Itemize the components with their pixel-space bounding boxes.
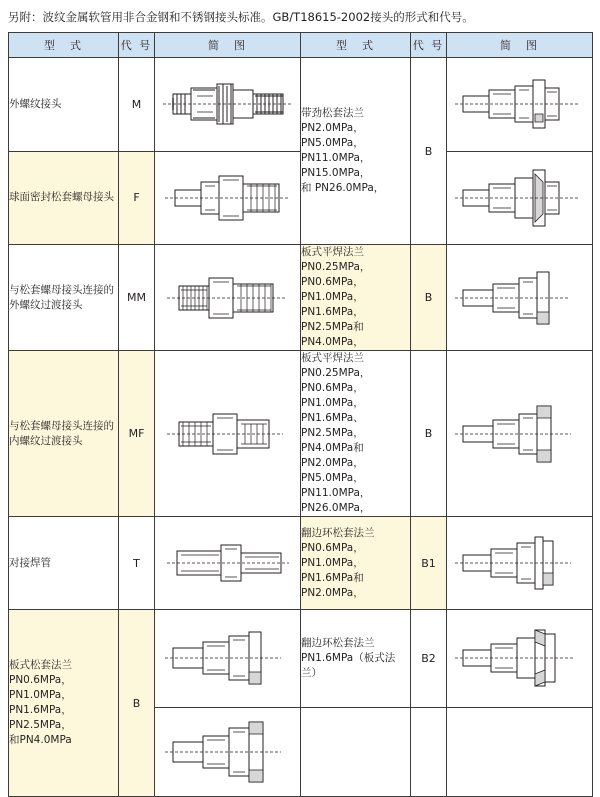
coupling-types-table	[8, 32, 593, 797]
code-cell: B	[411, 245, 447, 351]
figure-cell-female-transition-adapter	[155, 351, 301, 517]
figure-cell-lapped-ring-flange-2	[447, 610, 593, 708]
figure-cell-butt-weld-pipe	[155, 517, 301, 610]
type-cell: 对接焊管	[9, 517, 119, 610]
figure-cell-plate-slip-on-flange	[447, 245, 593, 351]
table-row	[9, 351, 593, 517]
type-cell: 外螺纹接头	[9, 58, 119, 152]
figure-cell-male-thread-coupling	[155, 58, 301, 152]
ribbed-lap-joint-flange-icon	[449, 62, 591, 146]
code-cell: B	[411, 351, 447, 517]
figure-cell-plate-lap-joint-flange	[155, 610, 301, 708]
type-cell: 与松套螺母接头连接的内螺纹过渡接头	[9, 351, 119, 517]
code-cell: MF	[119, 351, 155, 517]
code-cell: B2	[411, 610, 447, 708]
type-cell: 板式平焊法兰 PN0.25MPa，PN0.6MPa， PN1.0MPa，PN1.6MPa， PN2.5MPa和PN4.0MPa，	[301, 245, 411, 351]
male-thread-coupling-icon	[157, 62, 299, 146]
page-caption: 另附：波纹金属软管用非合金钢和不锈钢接头标准。GB/T18615-2002接头的形式和代号。	[8, 10, 474, 24]
lapped-ring-flange-icon	[449, 521, 591, 605]
plate-lap-joint-flange-icon	[157, 616, 299, 700]
type-cell: 与松套螺母接头连接的外螺纹过渡接头	[9, 245, 119, 351]
code-cell: MM	[119, 245, 155, 351]
header-code-left: 代 号	[119, 33, 155, 58]
figure-cell-ribbed-lap-joint-flange	[447, 58, 593, 152]
figure-cell-empty	[447, 707, 593, 796]
type-cell-empty	[301, 707, 411, 796]
lapped-ring-flange-icon	[449, 616, 591, 700]
type-cell: 球面密封松套螺母接头	[9, 151, 119, 245]
code-cell: T	[119, 517, 155, 610]
header-figure-left: 简 图	[155, 33, 301, 58]
table-row	[9, 58, 593, 152]
ribbed-lap-joint-flange-icon	[449, 156, 591, 240]
type-cell: 板式平焊法兰 PN0.25MPa，PN0.6MPa， PN1.0MPa，PN1.6MPa、 PN2.5MPa，PN4.0MPa和 PN2.0MPa，PN5.0MPa， PN11.0MPa，PN26.0MPa，	[301, 351, 411, 517]
type-cell: 带劲松套法兰 PN2.0MPa， PN5.0MPa， PN11.0MPa，PN15.0MPa， 和 PN26.0MPa，	[301, 58, 411, 245]
plate-lap-joint-flange-icon	[157, 710, 299, 794]
type-cell: 板式松套法兰 PN0.6MPa，PN1.0MPa， PN1.6MPa，PN2.5MPa， 和PN4.0MPa	[9, 610, 119, 797]
table-row	[9, 517, 593, 610]
code-cell: B1	[411, 517, 447, 610]
code-cell: M	[119, 58, 155, 152]
table-header-row	[9, 33, 593, 58]
figure-cell-male-transition-adapter	[155, 245, 301, 351]
header-type-right: 型 式	[301, 33, 411, 58]
table-row	[9, 610, 593, 708]
header-code-right: 代 号	[411, 33, 447, 58]
male-transition-adapter-icon	[157, 256, 299, 340]
code-cell: F	[119, 151, 155, 245]
code-cell: B	[411, 58, 447, 245]
table-row	[9, 245, 593, 351]
table-body	[9, 58, 593, 797]
type-cell: 翻边环松套法兰 PN1.6MPa（板式法兰）	[301, 610, 411, 708]
female-transition-adapter-icon	[157, 392, 299, 476]
figure-cell-plate-slip-on-flange-2	[447, 351, 593, 517]
header-figure-right: 简 图	[447, 33, 593, 58]
butt-weld-pipe-icon	[157, 521, 299, 605]
figure-cell-ribbed-lap-joint-flange-2	[447, 151, 593, 245]
figure-cell-spherical-seal-union-nut	[155, 151, 301, 245]
plate-slip-on-flange-icon	[449, 392, 591, 476]
figure-cell-lapped-ring-flange	[447, 517, 593, 610]
code-cell: B	[119, 610, 155, 797]
type-cell: 翻边环松套法兰 PN0.6MPa， PN1.0MPa， PN1.6MPa和PN2.0MPa，	[301, 517, 411, 610]
code-cell-empty	[411, 707, 447, 796]
header-type-left: 型 式	[9, 33, 119, 58]
spherical-seal-union-nut-icon	[157, 156, 299, 240]
table-head	[9, 33, 593, 58]
figure-cell-plate-lap-joint-flange-2	[155, 707, 301, 796]
plate-slip-on-flange-icon	[449, 256, 591, 340]
